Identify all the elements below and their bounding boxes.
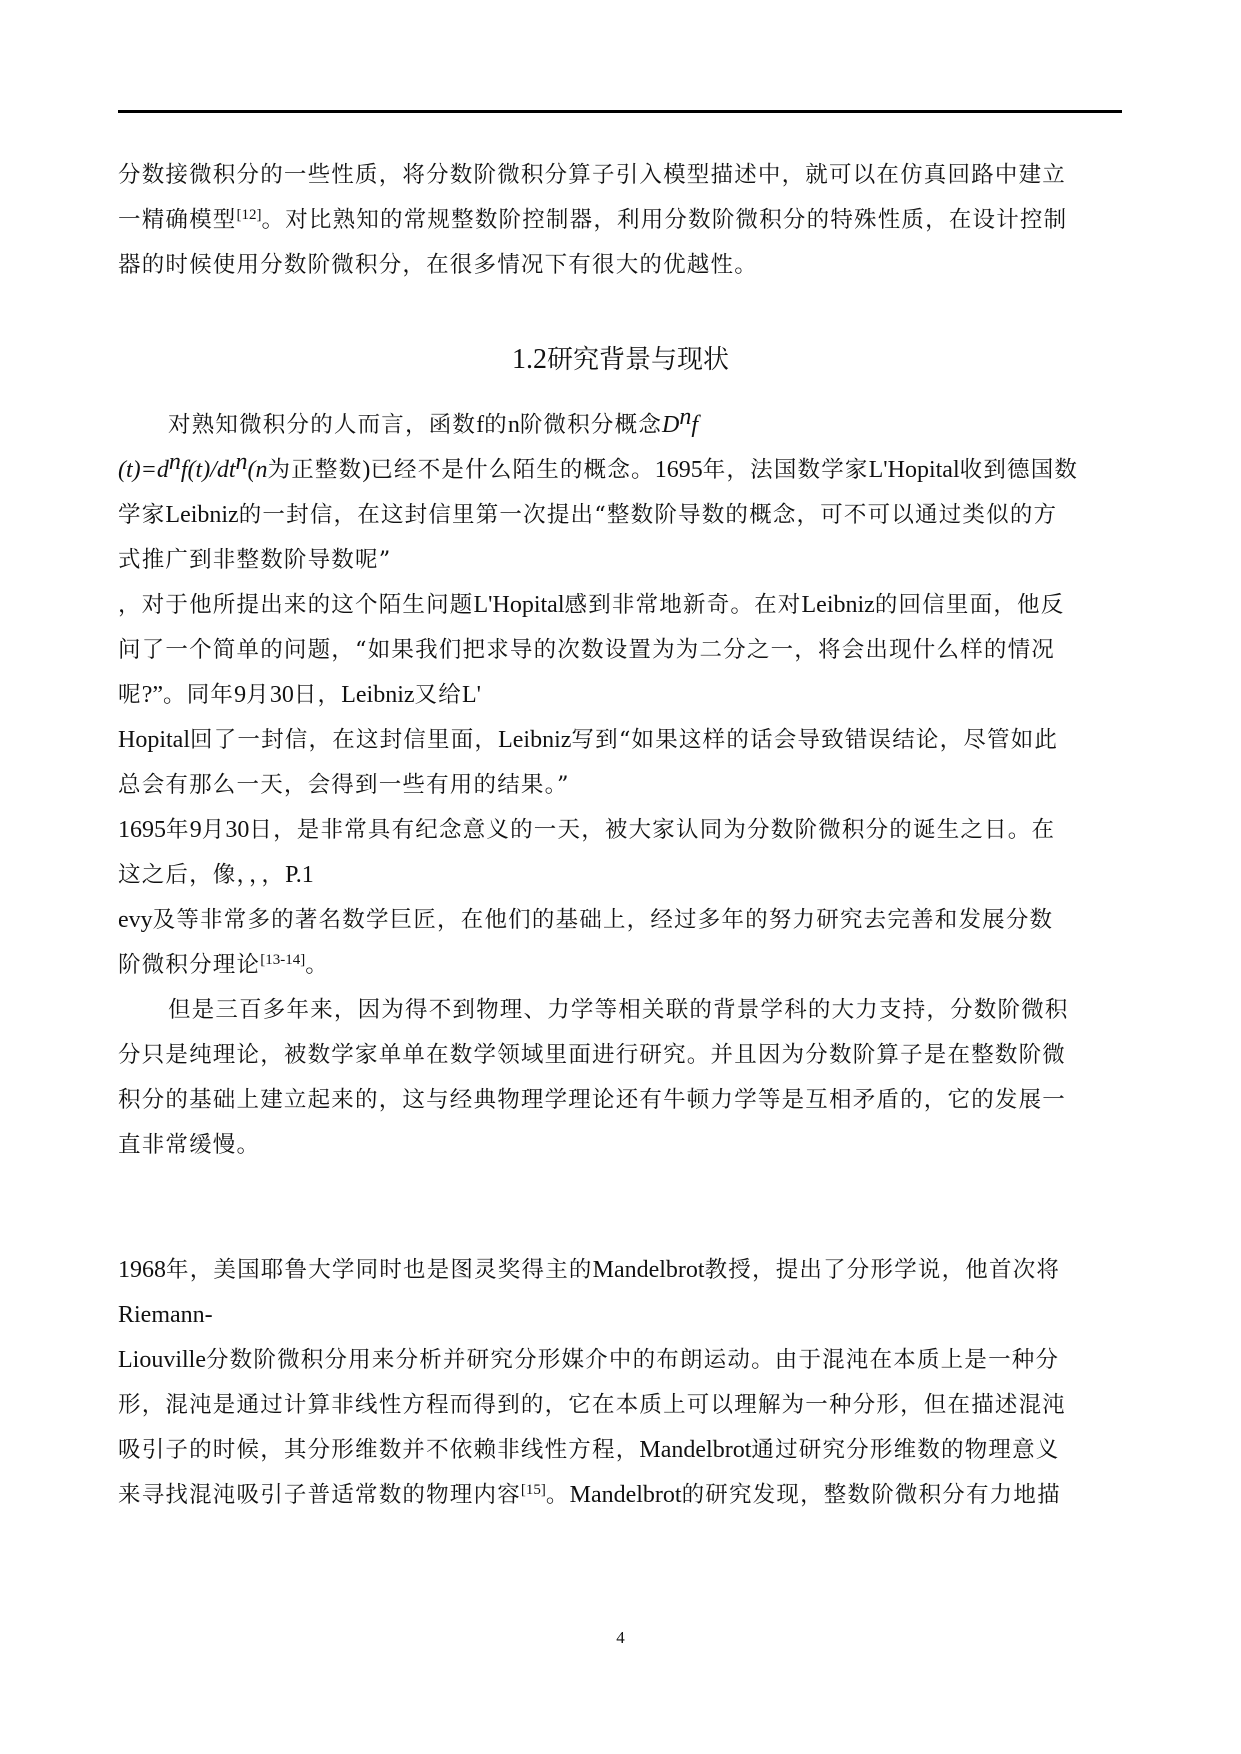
text-run: 的研究发现，整数阶微积分有力地描 [681,1482,1061,1508]
text-line [168,404,699,440]
text-line [118,1345,1059,1375]
citation[interactable]: [15] [520,1482,546,1498]
text-run: Leibniz [498,727,572,753]
text-run: 日， [293,682,342,708]
text-line [118,449,1079,485]
text-line [118,635,1055,665]
text-run: ?” [141,682,164,708]
text-run: 30 [225,817,250,843]
text-run: Leibniz [165,502,239,528]
formula: n [168,449,181,475]
formula: (n [247,457,268,483]
text-run: 及等非常多的著名数学巨匠，在他们的基础上，经过多年的努力研究去完善和发展分数 [152,907,1054,933]
text-line [118,500,1057,530]
text-run: 已经不是什么陌生的概念。 [370,457,655,483]
text-run: Leibniz [801,592,875,618]
formula: f(t)/dt [180,457,236,483]
formula: (t)=d [118,457,169,483]
text-run: Liouville [118,1347,206,1373]
text-run: 为正整数 [267,457,363,483]
text-run: 教授，提出了分形学说，他首次将 [704,1257,1061,1283]
text-run: 9 [234,682,247,708]
text-line [118,545,391,575]
text-run: 呢 [118,682,142,708]
text-run: 1695 [118,817,166,843]
text-run: 学家 [118,502,166,528]
citation[interactable]: [13-14] [260,952,306,968]
text-run: 9 [189,817,202,843]
text-run: 阶微积分概念 [519,412,663,438]
text-run: n [507,412,520,438]
section-heading [0,343,1241,377]
text-run: 一精确模型 [118,207,237,233]
text-run: 直非常缓慢。 [118,1132,261,1158]
text-line [118,860,314,890]
text-run: 总会有那么一天，会得到一些有用的结果。” [118,772,570,798]
text-line [118,1085,1066,1115]
text-run: 收到德国数 [959,457,1079,483]
text-line [118,950,329,980]
text-run: 对熟知微积分的人而言，函数 [168,412,477,438]
text-line [168,995,1069,1025]
text-run: ，对于他所提出来的这个陌生问题 [118,592,474,618]
citation[interactable]: [12] [236,207,262,223]
text-run: 年 [166,817,190,843]
text-line [118,205,1067,235]
text-run: 分数接微积分的一些性质，将分数阶微积分算子引入模型描述中，就可以在仿真回路中建立 [118,162,1067,188]
text-line [118,250,758,280]
text-run: 写到“如果这样的话会导致错误结论，尽管如此 [571,727,1059,753]
text-run: 但是三百多年来，因为得不到物理、力学等相关联的背景学科的大力支持，分数阶微积 [168,997,1069,1023]
formula: f [691,412,699,438]
text-run: 的一封信，在这封信里第一次提出“整数阶导数的概念，可不可以通过类似的方 [238,502,1058,528]
text-run: 月 [201,817,226,843]
text-line [118,725,1058,755]
text-run: 。同年 [163,682,235,708]
text-line [118,680,481,710]
text-run: 通过研究分形维数的物理意义 [751,1437,1060,1463]
text-line [118,1480,1061,1510]
text-run: 。 [305,952,329,978]
text-line [118,1255,1060,1285]
text-line [118,815,1055,845]
text-run: P.1 [285,862,314,888]
text-run: 感到非常地新奇。在对 [564,592,802,618]
text-line [118,1300,213,1330]
text-run: 日，是非常具有纪念意义的一天，被大家认同为分数阶微积分的诞生之日。在 [249,817,1056,843]
text-run: 器的时候使用分数阶微积分，在很多情况下有很大的优越性。 [118,252,758,278]
text-run: 30 [269,682,294,708]
text-line [118,160,1066,190]
text-run: 式推广到非整数阶导数呢” [118,547,392,573]
text-run: 年，法国数学家 [702,457,869,483]
text-run: 。对比熟知的常规整数阶控制器，利用分数阶微积分的特殊性质，在设计控制 [261,207,1068,233]
formula: n [235,449,248,475]
text-line [118,770,570,800]
text-run: L'Hopital [868,457,960,483]
text-run: Mandelbrot [569,1482,682,1508]
text-run: 分只是纯理论，被数学家单单在数学领域里面进行研究。并且因为分数阶算子是在整数阶微 [118,1042,1067,1068]
text-run: evy [118,907,153,933]
text-line [118,905,1053,935]
text-line [118,1040,1066,1070]
text-run: Mandelbrot [592,1257,705,1283]
text-run: 来寻找混沌吸引子普适常数的物理内容 [118,1482,521,1508]
text-line [118,1390,1066,1420]
text-run: 回了一封信，在这封信里面， [190,727,499,753]
text-run: Hopital [118,727,190,753]
text-run: L'Hopital [473,592,565,618]
text-run: Riemann- [118,1302,213,1328]
text-run: 又给 [414,682,462,708]
text-run: 阶微积分理论 [118,952,261,978]
text-run: 月 [246,682,270,708]
text-run: 形，混沌是通过计算非线性方程而得到的，它在本质上可以理解为一种分形，但在描述混沌 [118,1392,1067,1418]
formula: n [679,404,692,430]
text-run: 。 [545,1482,570,1508]
text-line [118,1435,1060,1465]
text-run: L' [461,682,481,708]
text-run: 吸引子的时候，其分形维数并不依赖非线性方程， [118,1437,640,1463]
header-rule [118,110,1122,113]
text-run: 年，美国耶鲁大学同时也是图灵奖得主的 [166,1257,593,1283]
text-run: 分数阶微积分用来分析并研究分形媒介中的布朗运动。由于混沌在本质上是一种分 [205,1347,1060,1373]
text-line [118,1130,260,1160]
text-run: 积分的基础上建立起来的，这与经典物理学理论还有牛顿力学等是互相矛盾的，它的发展一 [118,1087,1067,1113]
text-run: 这之后，像，，， [118,862,286,888]
page-number: 4 [616,1628,625,1647]
formula: D [662,412,680,438]
text-run: 1695 [654,457,703,483]
section-number: 1.2 [511,344,547,375]
text-run: f [476,412,485,438]
text-run: 的 [484,412,508,438]
text-run: ) [362,457,371,483]
text-run: 1968 [118,1257,166,1283]
section-title: 研究背景与现状 [546,345,729,375]
text-run: 问了一个简单的问题，“如果我们把求导的次数设置为为二分之一，将会出现什么样的情况 [118,637,1056,663]
text-run: Leibniz [341,682,415,708]
text-run: Mandelbrot [639,1437,752,1463]
text-line [118,590,1064,620]
text-run: 的回信里面，他反 [874,592,1065,618]
